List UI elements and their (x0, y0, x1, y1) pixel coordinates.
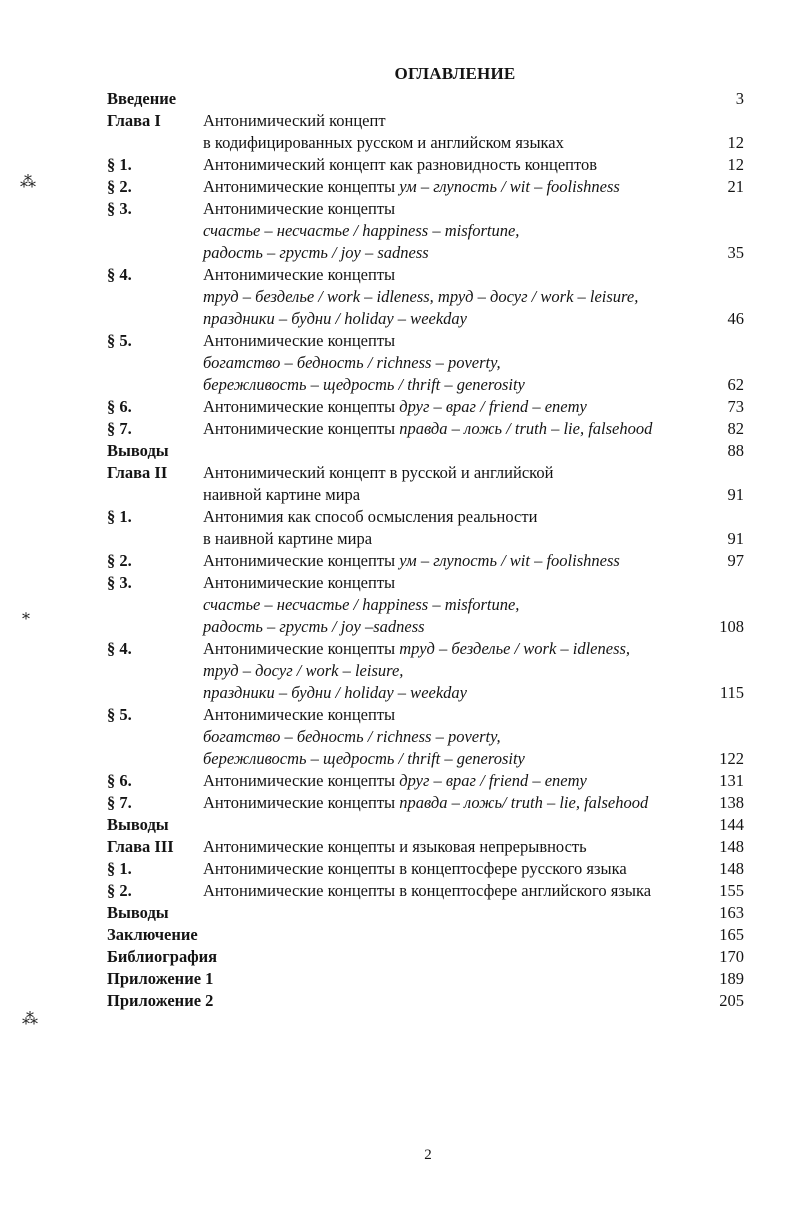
toc-entry-text: Антонимические концепты и языковая непрерывность (203, 837, 587, 856)
toc-entry-page: 3 (735, 89, 744, 108)
toc-entry-title (203, 242, 429, 264)
toc-entry-title (203, 880, 651, 902)
toc-entry-title (203, 704, 395, 726)
toc-entry (107, 792, 747, 814)
toc-entry-label: § 5. (107, 705, 132, 724)
toc-entry-label: Глава III (107, 837, 174, 856)
toc-entry-concepts: богатство – бедность / richness – poverty, (203, 727, 501, 746)
toc-entry (107, 858, 747, 880)
toc-entry-text: Антонимические концепты в концептосфере русского языка (203, 859, 627, 878)
toc-entry (107, 418, 747, 440)
toc-entry-title (203, 528, 372, 550)
toc-entry (107, 836, 747, 858)
toc-entry-text: Антонимический концепт как разновидность концептов (203, 155, 598, 174)
toc-entry-page: 170 (719, 947, 744, 966)
toc-entry-concepts: счастье – несчастье / happiness – misfortune, (203, 595, 520, 614)
toc-entry-label: Введение (107, 89, 177, 108)
toc-entry-title (203, 154, 597, 176)
toc-entry-page: 88 (727, 441, 744, 460)
toc-entry-page: 189 (719, 969, 744, 988)
toc-entry (107, 286, 747, 308)
toc-entry-title (203, 550, 620, 572)
toc-entry-label: § 2. (107, 551, 132, 570)
toc-entry-page: 148 (719, 837, 744, 856)
toc-entry-concepts: труд – безделье / work – idleness, (399, 639, 631, 658)
toc-entry (107, 660, 747, 682)
toc-entry-label: Выводы (107, 441, 169, 460)
toc-entry (107, 132, 747, 154)
toc-entry (107, 638, 747, 660)
toc-entry-title (203, 836, 587, 858)
toc-entry (107, 946, 747, 968)
toc-entry-page: 163 (719, 903, 744, 922)
toc-entry-concepts: радость – грусть / joy – sadness (203, 243, 429, 262)
toc-entry-label: § 1. (107, 507, 132, 526)
toc-entry-concepts: ум – глупость / wit – foolishness (399, 551, 620, 570)
toc-entry-page: 62 (727, 375, 744, 394)
margin-mark: ⁎ (22, 606, 30, 623)
toc-entry (107, 110, 747, 132)
toc-entry-label: § 7. (107, 793, 132, 812)
toc-entry-title (203, 396, 587, 418)
toc-entry (107, 264, 747, 286)
page-number: 2 (424, 1147, 432, 1163)
toc-entry-page: 91 (727, 529, 744, 548)
toc-entry-concepts: правда – ложь / truth – lie, falsehood (399, 419, 653, 438)
toc-entry-page: 91 (727, 485, 744, 504)
toc-entry-label: Глава II (107, 463, 168, 482)
toc-entry-title (203, 638, 630, 660)
toc-entry-label: Библиография (107, 947, 218, 966)
toc-entry-page: 12 (727, 133, 744, 152)
toc-entry-title (203, 726, 501, 748)
toc-entry-text: Антонимические концепты (203, 397, 396, 416)
toc-entry-label: § 4. (107, 639, 132, 658)
page-title: ОГЛАВЛЕНИЕ (394, 64, 516, 83)
toc-entry-label: § 3. (107, 573, 132, 592)
margin-mark: ⁂ (20, 174, 36, 191)
toc-entry (107, 88, 747, 110)
toc-entry-text: Антонимические концепты (203, 573, 396, 592)
toc-entry (107, 924, 747, 946)
toc-entry-concepts: бережливость – щедрость / thrift – generosity (203, 749, 525, 768)
toc-entry (107, 550, 747, 572)
toc-entry-title (203, 748, 525, 770)
toc-entry-page: 108 (719, 617, 744, 636)
toc-entry (107, 572, 747, 594)
toc-entry (107, 682, 747, 704)
toc-entry-page: 155 (719, 881, 744, 900)
toc-entry-page: 21 (727, 177, 744, 196)
toc-entry-concepts: счастье – несчастье / happiness – misfortune, (203, 221, 520, 240)
toc-entry (107, 770, 747, 792)
toc-entry-text: наивной картине мира (203, 485, 361, 504)
toc-entry-label: § 4. (107, 265, 132, 284)
toc-entry-page: 12 (727, 155, 744, 174)
toc-entry-page: 144 (719, 815, 744, 834)
toc-entry-concepts: труд – безделье / work – idleness, труд – досуг / work – leisure, (203, 287, 639, 306)
toc-entry-title (203, 506, 537, 528)
toc-entry-label: Выводы (107, 903, 169, 922)
toc-entry-text: Антонимические концепты (203, 419, 396, 438)
toc-entry-text: Антонимические концепты (203, 177, 396, 196)
toc-entry-label: § 6. (107, 397, 132, 416)
toc-entry-text: Антонимические концепты (203, 199, 396, 218)
toc-entry-concepts: бережливость – щедрость / thrift – generosity (203, 375, 525, 394)
toc-entry-concepts: правда – ложь/ truth – lie, falsehood (399, 793, 649, 812)
toc-entry (107, 704, 747, 726)
toc-entry-page: 165 (719, 925, 744, 944)
toc-entry-title (203, 418, 652, 440)
toc-entry-text: Антонимические концепты в концептосфере английского языка (203, 881, 652, 900)
toc-entry-text: Антонимические концепты (203, 705, 396, 724)
toc-entry-concepts: друг – враг / friend – enemy (399, 771, 587, 790)
toc-entry-title (203, 110, 386, 132)
toc-entry-concepts: друг – враг / friend – enemy (399, 397, 587, 416)
toc-entry (107, 352, 747, 374)
toc-entry-page: 73 (727, 397, 744, 416)
toc-entry-title (203, 484, 360, 506)
toc-entry (107, 330, 747, 352)
toc-entry (107, 594, 747, 616)
toc-entry-text: Антонимия как способ осмысления реальности (203, 507, 538, 526)
toc-entry (107, 484, 747, 506)
toc-entry-title (203, 264, 395, 286)
toc-entry-text: Антонимические концепты (203, 639, 396, 658)
toc-entry-label: Выводы (107, 815, 169, 834)
toc-entry-title (203, 352, 501, 374)
toc-entry (107, 374, 747, 396)
toc-entry-text: Антонимические концепты (203, 793, 396, 812)
toc-entry-label: § 2. (107, 881, 132, 900)
toc-entry-title (203, 572, 395, 594)
toc-entry-label: § 2. (107, 177, 132, 196)
toc-entry-concepts: праздники – будни / holiday – weekday (203, 683, 467, 702)
toc-entry-text: Антонимические концепты (203, 265, 396, 284)
toc-entry-page: 82 (727, 419, 744, 438)
toc-entry-title (203, 220, 519, 242)
toc-entry (107, 814, 747, 836)
toc-entry (107, 198, 747, 220)
toc-entry-concepts: ум – глупость / wit – foolishness (399, 177, 620, 196)
toc-entry-title (203, 682, 467, 704)
toc-entry-page: 205 (719, 991, 744, 1010)
toc-entry-title (203, 770, 587, 792)
toc-entry-label: § 1. (107, 859, 132, 878)
toc-entry-page: 122 (719, 749, 744, 768)
table-of-contents (107, 88, 747, 1012)
toc-entry-title (203, 330, 395, 352)
toc-entry-label: § 1. (107, 155, 132, 174)
toc-entry-page: 46 (727, 309, 744, 328)
toc-entry-label: § 5. (107, 331, 132, 350)
margin-mark: ⁂ (22, 1011, 38, 1028)
toc-entry-title (203, 462, 553, 484)
toc-entry-text: в наивной картине мира (203, 529, 373, 548)
toc-entry-concepts: труд – досуг / work – leisure, (203, 661, 404, 680)
toc-entry (107, 308, 747, 330)
toc-entry-concepts: богатство – бедность / richness – poverty, (203, 353, 501, 372)
toc-entry-title (203, 132, 564, 154)
toc-entry-text: Антонимический концепт (203, 111, 386, 130)
toc-entry (107, 506, 747, 528)
toc-entry (107, 242, 747, 264)
toc-entry-label: Глава I (107, 111, 161, 130)
toc-entry-text: Антонимический концепт в русской и английской (203, 463, 554, 482)
toc-entry-page: 138 (719, 793, 744, 812)
toc-entry-page: 148 (719, 859, 744, 878)
toc-entry (107, 154, 747, 176)
toc-entry-label: § 3. (107, 199, 132, 218)
toc-entry-title (203, 858, 627, 880)
toc-entry (107, 220, 747, 242)
toc-entry-title (203, 660, 403, 682)
toc-entry-title (203, 308, 467, 330)
toc-entry (107, 176, 747, 198)
toc-entry-label: Приложение 2 (107, 991, 214, 1010)
toc-entry-title (203, 616, 425, 638)
toc-entry (107, 990, 747, 1012)
toc-entry-page: 35 (727, 243, 744, 262)
toc-entry-text: Антонимические концепты (203, 331, 396, 350)
toc-entry-title (203, 198, 395, 220)
toc-entry-concepts: праздники – будни / holiday – weekday (203, 309, 467, 328)
toc-entry-title (203, 374, 525, 396)
toc-entry-title (203, 792, 648, 814)
toc-entry (107, 462, 747, 484)
toc-entry (107, 880, 747, 902)
toc-entry-label: Заключение (107, 925, 198, 944)
toc-entry-text: Антонимические концепты (203, 771, 396, 790)
toc-entry (107, 528, 747, 550)
toc-entry (107, 726, 747, 748)
toc-entry-label: § 7. (107, 419, 132, 438)
toc-entry-label: § 6. (107, 771, 132, 790)
toc-entry-text: в кодифицированных русском и английском языках (203, 133, 564, 152)
toc-entry-title (203, 176, 620, 198)
toc-entry (107, 616, 747, 638)
toc-entry (107, 968, 747, 990)
toc-entry (107, 440, 747, 462)
toc-entry-title (203, 286, 638, 308)
toc-entry-page: 115 (719, 683, 744, 702)
toc-entry-label: Приложение 1 (107, 969, 214, 988)
toc-entry-page: 131 (719, 771, 744, 790)
toc-entry (107, 902, 747, 924)
toc-entry (107, 396, 747, 418)
toc-entry (107, 748, 747, 770)
toc-entry-page: 97 (727, 551, 744, 570)
toc-entry-title (203, 594, 519, 616)
toc-entry-concepts: радость – грусть / joy –sadness (203, 617, 425, 636)
toc-entry-text: Антонимические концепты (203, 551, 396, 570)
